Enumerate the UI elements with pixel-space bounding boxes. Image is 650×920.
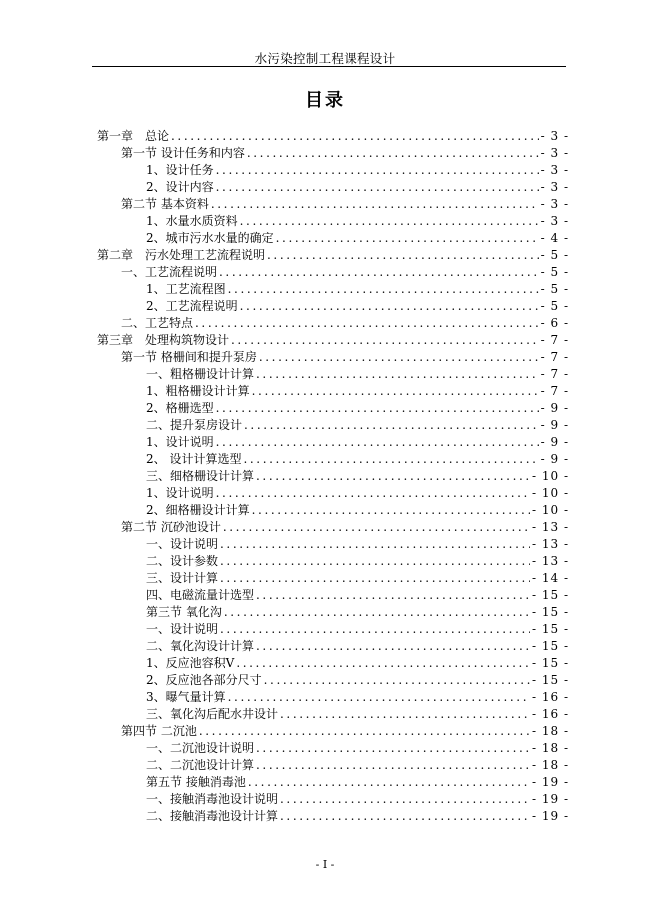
toc-leader-dots (216, 485, 530, 502)
toc-leader-dots (244, 417, 539, 434)
toc-entry[interactable] (97, 417, 569, 434)
toc-entry-title: 第三章 处理构筑物设计 (97, 333, 230, 347)
toc-leader-dots (264, 672, 530, 689)
toc-entry[interactable] (97, 791, 569, 808)
toc-entry[interactable] (97, 468, 569, 485)
toc-leader-dots (220, 570, 530, 587)
toc-entry-title: 1、设计任务 (146, 163, 214, 177)
toc-leader-dots (216, 162, 539, 179)
toc-entry-title: 一、设计说明 (146, 622, 219, 636)
toc-entry-page: - 3 - (540, 180, 569, 194)
toc-entry[interactable] (97, 247, 569, 264)
toc-entry-page: - 9 - (540, 452, 569, 466)
toc-entry-title: 第一节 格栅间和提升泵房 (121, 350, 257, 364)
table-of-contents (97, 128, 569, 825)
toc-entry-title: 2、城市污水水量的确定 (146, 231, 274, 245)
toc-entry[interactable] (97, 587, 569, 604)
toc-entry-title: 第一节 设计任务和内容 (121, 146, 245, 160)
toc-entry-page: - 10 - (531, 503, 569, 517)
toc-entry-page: - 10 - (531, 486, 569, 500)
toc-leader-dots (276, 230, 539, 247)
toc-entry-page: - 4 - (540, 231, 569, 245)
toc-leader-dots (256, 468, 530, 485)
toc-entry-title: 第二节 基本资料 (121, 197, 209, 211)
toc-entry-page: - 7 - (540, 384, 569, 398)
toc-entry[interactable] (97, 655, 569, 672)
toc-entry-page: - 13 - (531, 554, 569, 568)
toc-entry[interactable] (97, 230, 569, 247)
toc-entry-title: 一、设计说明 (146, 537, 219, 551)
toc-leader-dots (256, 366, 539, 383)
toc-entry[interactable] (97, 128, 569, 145)
toc-entry-page: - 15 - (531, 588, 569, 602)
toc-entry-page: - 13 - (531, 520, 569, 534)
toc-entry-page: - 19 - (531, 809, 569, 823)
toc-entry-page: - 18 - (531, 741, 569, 755)
toc-entry-page: - 5 - (540, 265, 569, 279)
toc-entry[interactable] (97, 383, 569, 400)
toc-entry[interactable] (97, 264, 569, 281)
toc-leader-dots (280, 791, 530, 808)
toc-entry-title: 二、接触消毒池设计计算 (146, 809, 279, 823)
toc-entry[interactable] (97, 774, 569, 791)
toc-leader-dots (220, 536, 530, 553)
toc-leader-dots (195, 315, 539, 332)
toc-entry-page: - 3 - (540, 129, 569, 143)
toc-entry[interactable] (97, 621, 569, 638)
toc-leader-dots (240, 213, 539, 230)
toc-leader-dots (224, 604, 530, 621)
toc-entry-title: 一、工艺流程说明 (121, 265, 218, 279)
toc-entry[interactable] (97, 400, 569, 417)
toc-entry-title: 1、工艺流程图 (146, 282, 226, 296)
toc-leader-dots (219, 264, 539, 281)
toc-entry-title: 2、设计内容 (146, 180, 214, 194)
toc-entry-title: 1、设计说明 (146, 435, 214, 449)
toc-entry[interactable] (97, 162, 569, 179)
toc-leader-dots (248, 774, 530, 791)
toc-entry-title: 2、工艺流程说明 (146, 299, 238, 313)
toc-entry-title: 2、 设计计算选型 (146, 452, 242, 466)
toc-entry-title: 三、氧化沟后配水井设计 (146, 707, 279, 721)
toc-entry[interactable] (97, 349, 569, 366)
toc-entry[interactable] (97, 604, 569, 621)
toc-entry[interactable] (97, 485, 569, 502)
header-rule (92, 66, 566, 67)
toc-leader-dots (280, 706, 530, 723)
toc-entry-title: 1、设计说明 (146, 486, 214, 500)
toc-leader-dots (228, 689, 530, 706)
toc-entry-title: 3、曝气量计算 (146, 690, 226, 704)
toc-entry-title: 第五节 接触消毒池 (146, 775, 246, 789)
toc-entry[interactable] (97, 281, 569, 298)
toc-entry-title: 二、工艺特点 (121, 316, 194, 330)
toc-entry-page: - 16 - (531, 707, 569, 721)
toc-entry-title: 1、粗格栅设计计算 (146, 384, 250, 398)
toc-entry-page: - 3 - (540, 214, 569, 228)
toc-entry[interactable] (97, 570, 569, 587)
toc-entry-title: 三、细格栅设计计算 (146, 469, 255, 483)
toc-entry-page: - 9 - (540, 418, 569, 432)
toc-entry[interactable] (97, 179, 569, 196)
toc-entry-page: - 3 - (540, 163, 569, 177)
toc-entry-title: 1、水量水质资料 (146, 214, 238, 228)
toc-leader-dots (280, 808, 530, 825)
toc-entry[interactable] (97, 366, 569, 383)
toc-entry[interactable] (97, 502, 569, 519)
toc-entry-page: - 16 - (531, 690, 569, 704)
toc-entry[interactable] (97, 451, 569, 468)
toc-entry-title: 第四节 二沉池 (121, 724, 197, 738)
toc-leader-dots (243, 451, 538, 468)
toc-leader-dots (216, 179, 539, 196)
toc-entry-page: - 19 - (531, 792, 569, 806)
toc-entry-page: - 6 - (540, 316, 569, 330)
toc-entry[interactable] (97, 553, 569, 570)
toc-entry-page: - 9 - (540, 401, 569, 415)
toc-entry-page: - 15 - (531, 673, 569, 687)
toc-entry-page: - 18 - (531, 724, 569, 738)
toc-leader-dots (220, 553, 530, 570)
toc-entry-title: 第一章 总论 (97, 129, 170, 143)
toc-entry-page: - 7 - (540, 367, 569, 381)
toc-leader-dots (223, 519, 530, 536)
toc-entry[interactable] (97, 638, 569, 655)
toc-leader-dots (256, 638, 530, 655)
toc-leader-dots (228, 281, 539, 298)
toc-entry-page: - 10 - (531, 469, 569, 483)
toc-entry-title: 二、提升泵房设计 (146, 418, 243, 432)
toc-entry-page: - 7 - (540, 333, 569, 347)
toc-leader-dots (256, 740, 530, 757)
toc-entry-page: - 14 - (531, 571, 569, 585)
toc-entry-title: 2、格栅选型 (146, 401, 214, 415)
toc-leader-dots (211, 196, 539, 213)
toc-entry-title: 二、氧化沟设计计算 (146, 639, 255, 653)
toc-leader-dots (256, 587, 530, 604)
toc-entry[interactable] (97, 434, 569, 451)
toc-entry-title: 二、二沉池设计计算 (146, 758, 255, 772)
toc-entry[interactable] (97, 672, 569, 689)
toc-leader-dots (199, 723, 530, 740)
toc-entry-title: 二、设计参数 (146, 554, 219, 568)
toc-entry-page: - 7 - (540, 350, 569, 364)
toc-entry-title: 一、二沉池设计说明 (146, 741, 255, 755)
toc-entry-page: - 19 - (531, 775, 569, 789)
toc-leader-dots (220, 621, 530, 638)
toc-leader-dots (259, 349, 539, 366)
toc-entry-title: 一、接触消毒池设计说明 (146, 792, 279, 806)
toc-entry-title: 第二章 污水处理工艺流程说明 (97, 248, 266, 262)
toc-entry-title: 四、电磁流量计选型 (146, 588, 255, 602)
toc-entry[interactable] (97, 706, 569, 723)
toc-entry-title: 2、反应池各部分尺寸 (146, 673, 262, 687)
toc-leader-dots (240, 298, 539, 315)
toc-entry-page: - 3 - (540, 146, 569, 160)
toc-entry-title: 三、设计计算 (146, 571, 219, 585)
toc-leader-dots (247, 145, 539, 162)
toc-entry-title: 第二节 沉砂池设计 (121, 520, 221, 534)
toc-entry[interactable] (97, 757, 569, 774)
toc-entry-page: - 5 - (540, 299, 569, 313)
toc-entry-page: - 13 - (531, 537, 569, 551)
footer-page-number: - I - (315, 858, 335, 871)
toc-entry-page: - 18 - (531, 758, 569, 772)
toc-entry[interactable] (97, 808, 569, 825)
toc-entry[interactable] (97, 519, 569, 536)
toc-entry[interactable] (97, 536, 569, 553)
toc-entry-page: - 9 - (540, 435, 569, 449)
toc-entry-title: 1、反应池容积V (146, 656, 235, 670)
toc-leader-dots (256, 757, 530, 774)
toc-entry-page: - 5 - (540, 248, 569, 262)
toc-leader-dots (216, 434, 539, 451)
toc-leader-dots (267, 247, 539, 264)
toc-entry-page: - 5 - (540, 282, 569, 296)
toc-entry-title: 第三节 氧化沟 (146, 605, 222, 619)
toc-entry-page: - 15 - (531, 622, 569, 636)
toc-leader-dots (231, 332, 539, 349)
toc-leader-dots (171, 128, 539, 145)
toc-entry[interactable] (97, 332, 569, 349)
toc-leader-dots (252, 383, 539, 400)
toc-entry[interactable] (97, 298, 569, 315)
toc-entry-page: - 3 - (540, 197, 569, 211)
toc-entry[interactable] (97, 740, 569, 757)
toc-entry[interactable] (97, 689, 569, 706)
toc-leader-dots (252, 502, 530, 519)
toc-entry[interactable] (97, 213, 569, 230)
toc-entry-page: - 15 - (531, 656, 569, 670)
toc-heading: 目录 (305, 90, 345, 111)
toc-entry[interactable] (97, 315, 569, 332)
toc-entry-page: - 15 - (531, 639, 569, 653)
toc-leader-dots (236, 655, 530, 672)
toc-entry-page: - 15 - (531, 605, 569, 619)
toc-entry[interactable] (97, 145, 569, 162)
toc-entry-title: 2、细格栅设计计算 (146, 503, 250, 517)
toc-entry[interactable] (97, 723, 569, 740)
toc-entry-title: 一、粗格栅设计计算 (146, 367, 255, 381)
running-header-title: 水污染控制工程课程设计 (254, 51, 396, 66)
toc-entry[interactable] (97, 196, 569, 213)
toc-leader-dots (216, 400, 539, 417)
